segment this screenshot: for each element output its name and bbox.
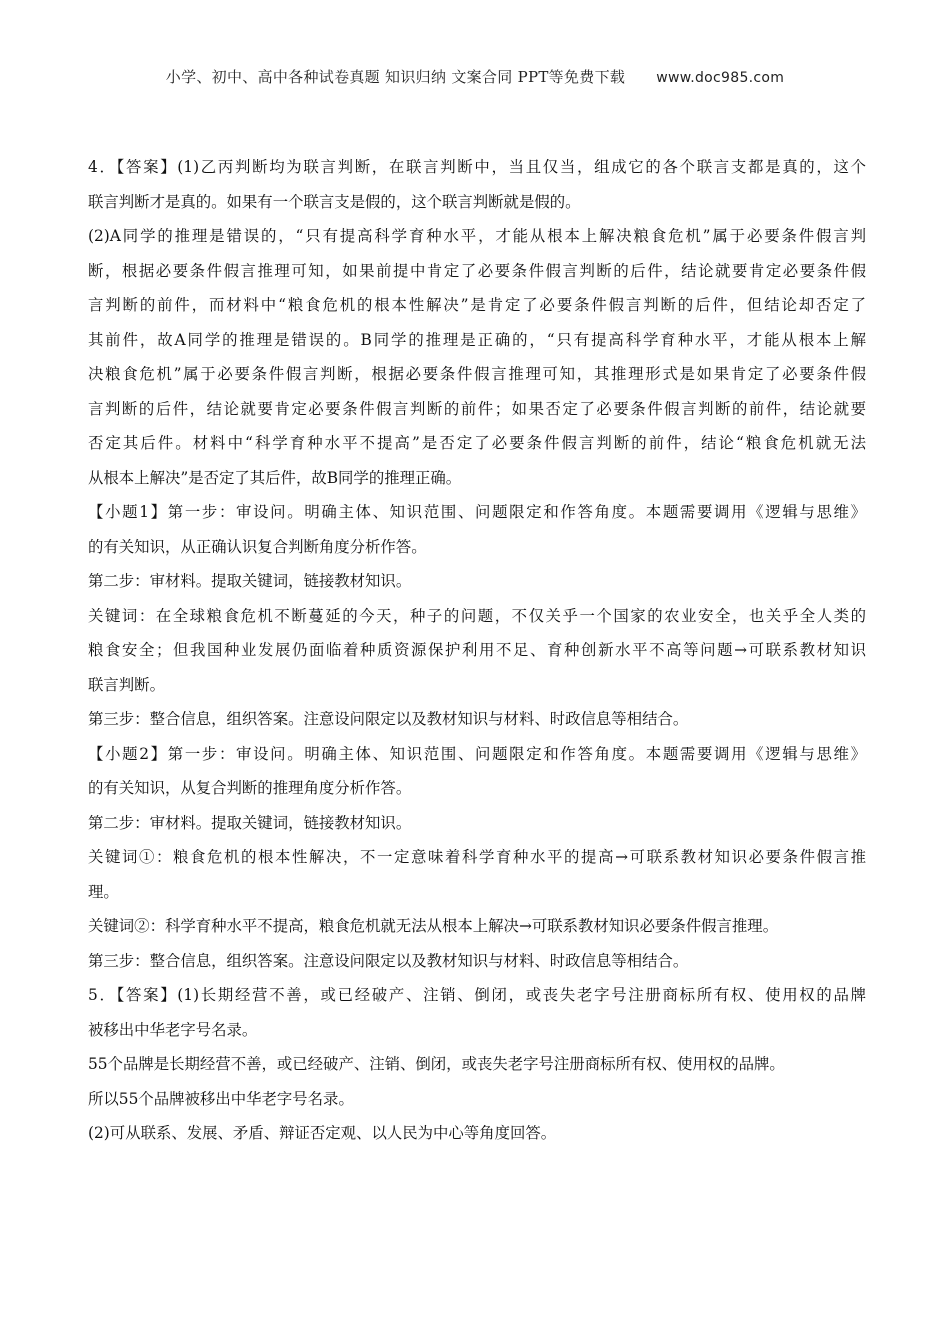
text-line: 第二步：审材料。提取关键词，链接教材知识。 — [88, 572, 412, 590]
text-line: 5．【答案】(1)长期经营不善，或已经破产、注销、倒闭，或丧失老字号注册商标所有权、使用权的品牌 — [88, 986, 866, 1004]
text-line: 第三步：整合信息，组织答案。注意设问限定以及教材知识与材料、时政信息等相结合。 — [88, 951, 689, 970]
text-line: 联言判断。 — [88, 675, 165, 694]
text-line: 的有关知识，从正确认识复合判断角度分析作答。 — [88, 537, 427, 556]
text-line: 的有关知识，从复合判断的推理角度分析作答。 — [88, 779, 412, 797]
text-line: 【小题2】第一步：审设问。明确主体、知识范围、问题限定和作答角度。本题需要调用《逻辑与思维》 — [88, 744, 866, 763]
text-line: 言判断的后件，结论就要肯定必要条件假言判断的前件；如果否定了必要条件假言判断的前件，结论就要 — [88, 399, 866, 418]
text-line: 理。 — [88, 882, 119, 901]
text-line: 关键词：在全球粮食危机不断蔓延的今天，种子的问题，不仅关乎一个国家的农业安全，也关乎全人类的 — [88, 606, 866, 625]
text-line: 联言判断才是真的。如果有一个联言支是假的，这个联言判断就是假的。 — [88, 192, 581, 211]
text-line: (2)可从联系、发展、矛盾、辩证否定观、以人民为中心等角度回答。 — [88, 1124, 557, 1142]
page-header — [0, 66, 950, 87]
text-line: 粮食安全；但我国种业发展仍面临着种质资源保护利用不足、育种创新水平不高等问题→可联系教材知识 — [88, 641, 866, 659]
text-line: (2)A同学的推理是错误的，“只有提高科学育种水平，才能从根本上解决粮食危机”属于必要条件假言判 — [88, 227, 866, 245]
text-line: 第二步：审材料。提取关键词，链接教材知识。 — [88, 813, 412, 832]
text-line: 断，根据必要条件假言推理可知，如果前提中肯定了必要条件假言判断的后件，结论就要肯定必要条件假 — [88, 261, 866, 280]
header-site-url: www.doc985.com — [656, 70, 785, 86]
text-line: 第三步：整合信息，组织答案。注意设问限定以及教材知识与材料、时政信息等相结合。 — [88, 710, 689, 728]
header-text: 小学、初中、高中各种试卷真题 知识归纳 文案合同 PPT等免费下载 — [165, 68, 626, 86]
text-line: 被移出中华老字号名录。 — [88, 1020, 258, 1039]
text-line: 其前件，故A同学的推理是错误的。B同学的推理是正确的，“只有提高科学育种水平，才能从根本上解 — [88, 330, 866, 349]
text-line: 关键词②：科学育种水平不提高，粮食危机就无法从根本上解决→可联系教材知识必要条件假言推理。 — [88, 917, 779, 935]
text-line: 决粮食危机”属于必要条件假言判断，根据必要条件假言推理可知，其推理形式是如果肯定了必要条件假 — [88, 365, 866, 383]
text-line: 否定其后件。材料中“科学育种水平不提高”是否定了必要条件假言判断的前件，结论“粮食危机就无法 — [88, 434, 866, 452]
text-line: 关键词①：粮食危机的根本性解决，不一定意味着科学育种水平的提高→可联系教材知识必要条件假言推 — [88, 848, 866, 866]
text-line: 4．【答案】(1)乙丙判断均为联言判断，在联言判断中，当且仅当，组成它的各个联言支都是真的，这个 — [88, 158, 866, 176]
text-line: 55个品牌是长期经营不善，或已经破产、注销、倒闭，或丧失老字号注册商标所有权、使用权的品牌。 — [88, 1055, 785, 1073]
text-line: 所以55个品牌被移出中华老字号名录。 — [88, 1089, 354, 1108]
text-line: 从根本上解决”是否定了其后件，故B同学的推理正确。 — [88, 468, 462, 487]
text-line: 【小题1】第一步：审设问。明确主体、知识范围、问题限定和作答角度。本题需要调用《逻辑与思维》 — [88, 503, 866, 521]
document-body — [88, 150, 866, 1151]
text-line: 言判断的前件，而材料中“粮食危机的根本性解决”是肯定了必要条件假言判断的后件，但结论却否定了 — [88, 296, 866, 314]
